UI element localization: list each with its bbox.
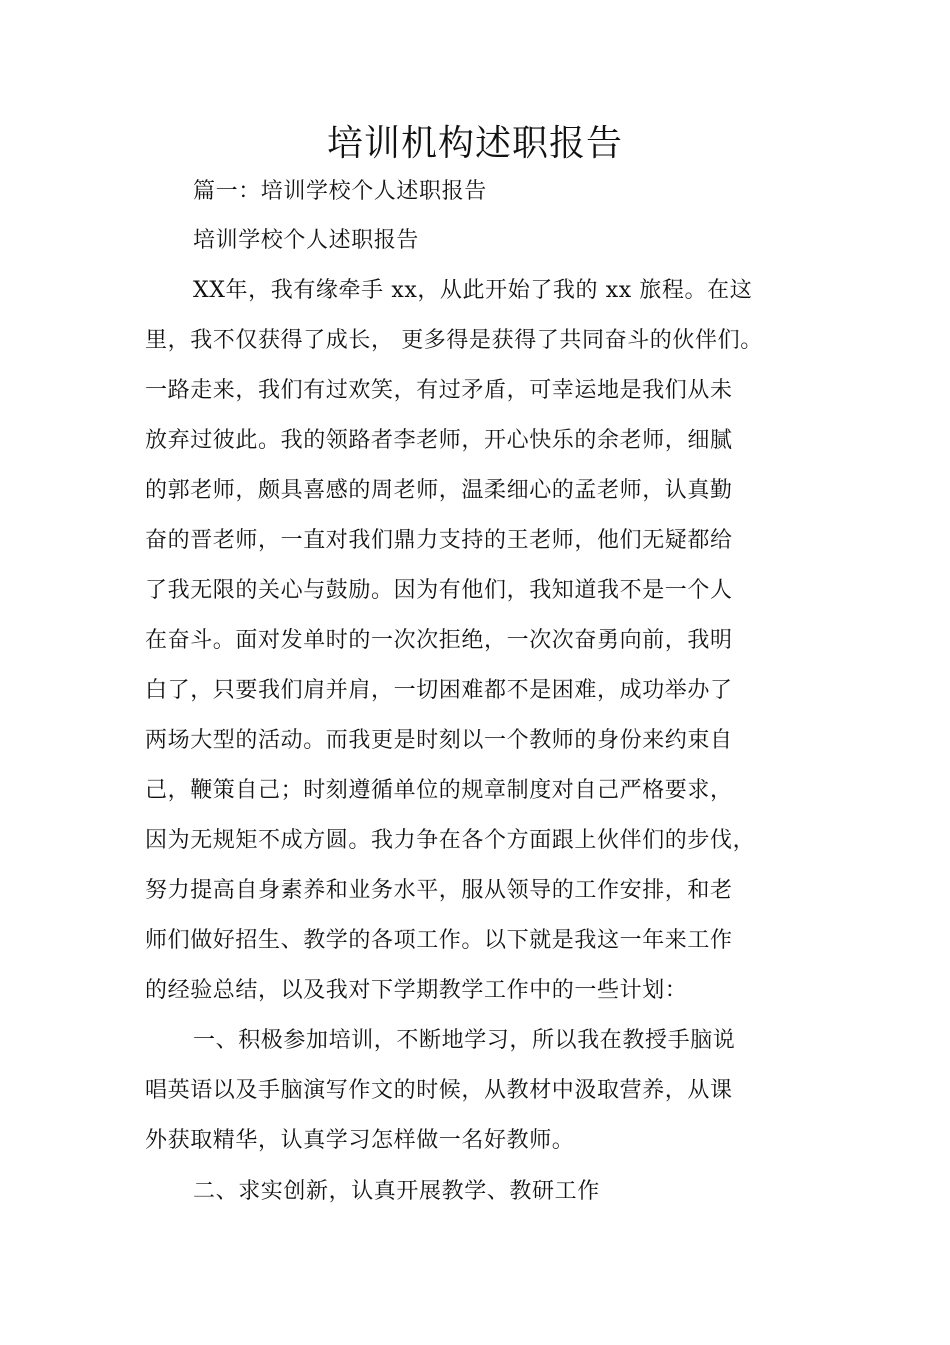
paragraph-line: 了我无限的关心与鼓励。因为有他们，我知道我不是一个人 [145,578,733,603]
paragraph-line: 一、积极参加培训，不断地学习，所以我在教授手脑说 [193,1028,736,1053]
paragraph-line: 的经验总结，以及我对下学期教学工作中的一些计划： [145,978,688,1003]
paragraph-line: 的郭老师，颇具喜感的周老师，温柔细心的孟老师，认真勤 [145,478,733,503]
paragraph-line: 奋的晋老师，一直对我们鼎力支持的王老师，他们无疑都给 [145,528,733,553]
section-heading: 篇一：培训学校个人述职报告 [193,179,487,204]
paragraph-line: 唱英语以及手脑演写作文的时候，从教材中汲取营养，从课 [145,1078,733,1103]
paragraph-line: 里，我不仅获得了成长， 更多得是获得了共同奋斗的伙伴们。 [145,328,763,353]
paragraph-line: 师们做好招生、教学的各项工作。以下就是我这一年来工作 [145,928,733,953]
paragraph-line: XX年，我有缘牵手 xx，从此开始了我的 xx 旅程。在这 [193,278,753,303]
paragraph-line: 己，鞭策自己；时刻遵循单位的规章制度对自己严格要求， [145,778,733,803]
subtitle-line: 培训学校个人述职报告 [193,228,420,253]
paragraph-line: 在奋斗。面对发单时的一次次拒绝，一次次奋勇向前，我明 [145,628,733,653]
paragraph-line: 白了，只要我们肩并肩，一切困难都不是困难，成功举办了 [145,678,733,703]
paragraph-line: 因为无规矩不成方圆。我力争在各个方面跟上伙伴们的步伐， [145,828,756,853]
paragraph-line: 一路走来，我们有过欢笑，有过矛盾，可幸运地是我们从未 [145,378,733,403]
paragraph-line: 外获取精华，认真学习怎样做一名好教师。 [145,1128,575,1153]
paragraph-line: 放弃过彼此。我的领路者李老师，开心快乐的余老师，细腻 [145,428,733,453]
paragraph-line: 二、求实创新，认真开展教学、教研工作 [193,1179,600,1204]
paragraph-line: 努力提高自身素养和业务水平，服从领导的工作安排，和老 [145,878,733,903]
document-title: 培训机构述职报告 [326,123,623,164]
paragraph-line: 两场大型的活动。而我更是时刻以一个教师的身份来约束自 [145,728,733,753]
